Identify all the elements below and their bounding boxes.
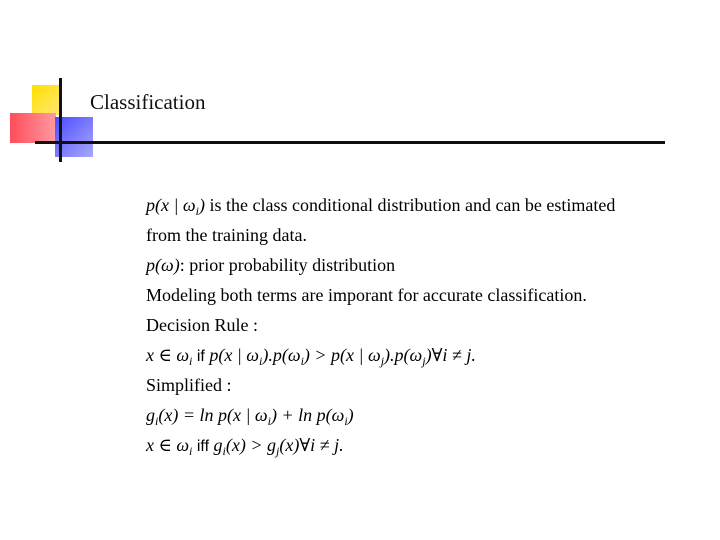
- line1-text: is the class conditional distribution and can be estimated: [204, 195, 616, 215]
- formula-decision-rule: p(x | $\omega_i).p(\omega_i) > p(x$ | $\omega_j).p(\omega_j)\forall i \ne j$.: [209, 345, 476, 368]
- line4-text: Modeling both terms are imporant for accurate classification.: [146, 285, 587, 305]
- iff-keyword: iff: [196, 438, 210, 455]
- body-line-2: [146, 221, 706, 251]
- formula-likelihood: p(x | $\omega_i$): [146, 195, 205, 218]
- formula-prior: p(ω): [146, 255, 180, 275]
- yellow-square-shape: [32, 85, 62, 115]
- line2-text: from the training data.: [146, 225, 307, 245]
- body-line-6: [146, 341, 706, 371]
- body-line-8: [146, 401, 706, 431]
- slide-body: [146, 191, 706, 461]
- formula-decision-lhs: x ∈ $\omega_i$: [146, 345, 193, 368]
- body-line-4: [146, 281, 706, 311]
- title-underline: [35, 141, 665, 144]
- line7-text: Simplified :: [146, 375, 232, 395]
- body-line-3: [146, 251, 706, 281]
- red-square-shape: [10, 113, 56, 143]
- line5-text: Decision Rule :: [146, 315, 258, 335]
- formula-discriminant: $g_i(x) = \ln p(x$ | $\omega_i) + \ln p(\omega_i)$: [146, 405, 354, 428]
- body-line-1: [146, 191, 706, 221]
- formula-simplified-lhs: x ∈ $\omega_i$: [146, 435, 193, 458]
- slide-title: Classification: [90, 90, 206, 114]
- slide-logo-decoration: [0, 0, 110, 170]
- formula-simplified-rule: $g_i(x)$ > $g_j(x)\forall i \ne j$.: [213, 435, 344, 458]
- vertical-rule: [59, 78, 62, 162]
- body-line-7: [146, 371, 706, 401]
- body-line-9: [146, 431, 706, 461]
- line3-text: : prior probability distribution: [179, 255, 396, 275]
- body-line-5: [146, 311, 706, 341]
- if-keyword: if: [196, 348, 205, 365]
